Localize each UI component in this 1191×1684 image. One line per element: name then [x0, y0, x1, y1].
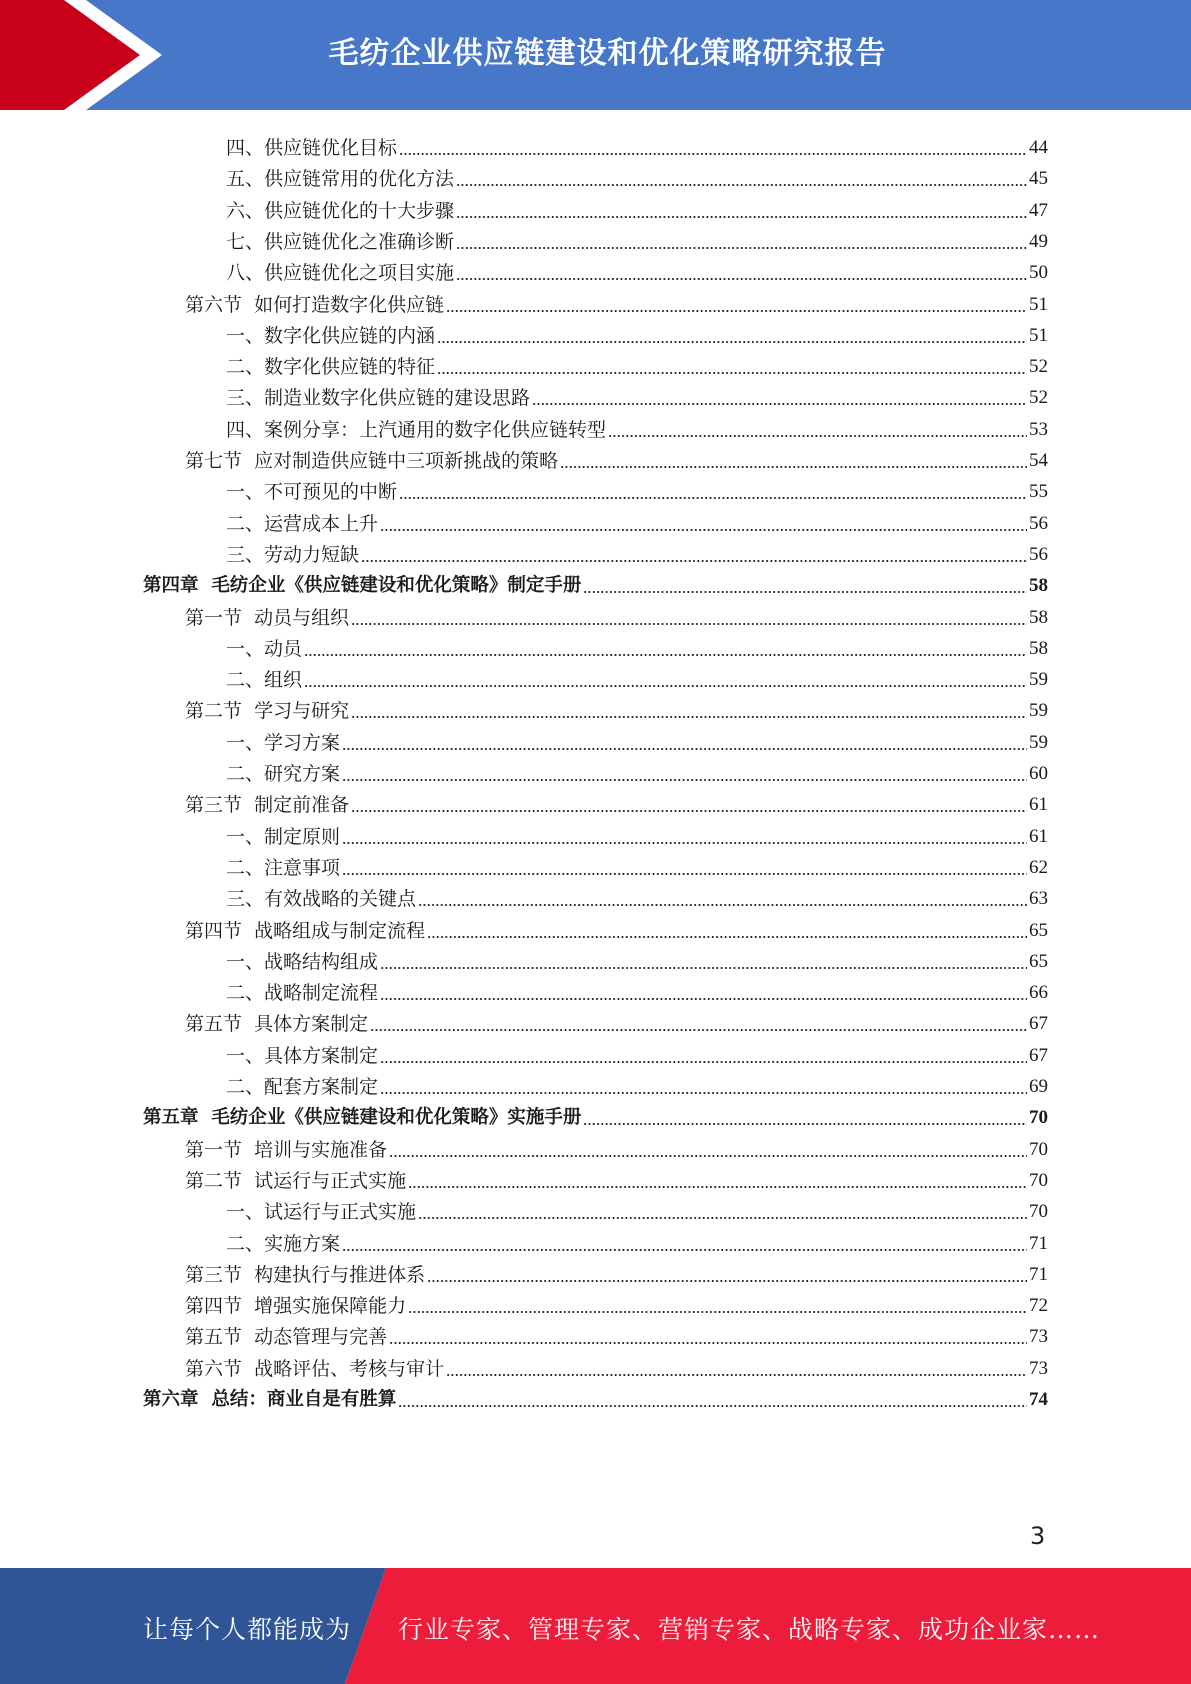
document-title: 毛纺企业供应链建设和优化策略研究报告 [328, 36, 887, 71]
toc-entry-label: 二、数字化供应链的特征 [226, 356, 436, 379]
toc-entry-page: 61 [1029, 825, 1048, 847]
toc-entry-label: 第一节 培训与实施准备 [185, 1138, 388, 1161]
toc-entry-label: 一、不可预见的中断 [226, 481, 398, 504]
toc-section-entry[interactable] [185, 1255, 1048, 1286]
toc-dot-leader [380, 529, 1027, 531]
toc-subsection-entry[interactable] [226, 191, 1048, 222]
toc-entry-page: 47 [1029, 199, 1048, 221]
toc-chapter-entry[interactable] [143, 1380, 1048, 1411]
toc-entry-label: 第一节 动员与组织 [185, 606, 350, 629]
toc-entry-label: 三、有效战略的关键点 [226, 888, 417, 911]
toc-dot-leader [380, 1092, 1027, 1094]
toc-entry-page: 70 [1029, 1138, 1048, 1160]
toc-section-entry[interactable] [185, 1286, 1048, 1317]
toc-subsection-entry[interactable] [226, 973, 1048, 1004]
toc-entry-label: 二、配套方案制定 [226, 1076, 379, 1098]
toc-section-entry[interactable] [185, 441, 1048, 472]
toc-dot-leader [351, 716, 1027, 718]
toc-subsection-entry[interactable] [226, 253, 1048, 284]
toc-dot-leader [398, 1405, 1027, 1407]
toc-entry-label: 三、制造业数字化供应链的建设思路 [226, 387, 531, 410]
toc-entry-page: 73 [1029, 1326, 1048, 1348]
toc-entry-label: 第四节 战略组成与制定流程 [185, 919, 426, 942]
toc-subsection-entry[interactable] [226, 535, 1048, 566]
toc-subsection-entry[interactable] [226, 1036, 1048, 1067]
toc-entry-page: 59 [1029, 700, 1048, 722]
toc-subsection-entry[interactable] [226, 222, 1048, 253]
toc-dot-leader [437, 341, 1027, 343]
toc-entry-page: 67 [1029, 1013, 1048, 1035]
toc-dot-leader [342, 873, 1027, 875]
toc-entry-page: 58 [1029, 575, 1048, 597]
toc-entry-page: 72 [1029, 1295, 1048, 1317]
toc-subsection-entry[interactable] [226, 472, 1048, 503]
toc-section-entry[interactable] [185, 691, 1048, 722]
page-header [0, 0, 1191, 110]
toc-entry-page: 63 [1029, 888, 1048, 910]
toc-entry-label: 四、供应链优化目标 [226, 137, 398, 159]
toc-section-entry[interactable] [185, 1317, 1048, 1348]
toc-entry-label: 六、供应链优化的十大步骤 [226, 199, 455, 222]
toc-dot-leader [427, 936, 1027, 938]
toc-subsection-entry[interactable] [226, 128, 1048, 159]
toc-entry-label: 第三节 制定前准备 [185, 794, 350, 817]
toc-entry-page: 65 [1029, 919, 1048, 941]
toc-entry-page: 52 [1029, 387, 1048, 409]
toc-subsection-entry[interactable] [226, 1192, 1048, 1223]
toc-entry-label: 第五节 具体方案制定 [185, 1013, 369, 1036]
toc-entry-label: 五、供应链常用的优化方法 [226, 168, 455, 191]
toc-entry-page: 65 [1029, 950, 1048, 972]
toc-subsection-entry[interactable] [226, 754, 1048, 785]
toc-entry-page: 53 [1029, 418, 1048, 440]
toc-subsection-entry[interactable] [226, 723, 1048, 754]
toc-dot-leader [408, 1311, 1027, 1313]
toc-entry-page: 58 [1029, 637, 1048, 659]
toc-subsection-entry[interactable] [226, 817, 1048, 848]
toc-dot-leader [437, 372, 1027, 374]
toc-entry-label: 第六节 如何打造数字化供应链 [185, 293, 445, 316]
toc-dot-leader [456, 247, 1027, 249]
toc-entry-page: 59 [1029, 669, 1048, 691]
toc-subsection-entry[interactable] [226, 410, 1048, 441]
toc-entry-page: 61 [1029, 794, 1048, 816]
toc-entry-label: 第五节 动态管理与完善 [185, 1326, 388, 1349]
toc-subsection-entry[interactable] [226, 1067, 1048, 1098]
page-footer [0, 1568, 1191, 1684]
toc-entry-label: 第五章 毛纺企业《供应链建设和优化策略》实施手册 [143, 1107, 582, 1129]
toc-entry-page: 50 [1029, 262, 1048, 284]
toc-dot-leader [380, 1061, 1027, 1063]
page-number: 3 [1030, 1522, 1046, 1550]
toc-section-entry[interactable] [185, 1161, 1048, 1192]
toc-dot-leader [456, 216, 1027, 218]
toc-subsection-entry[interactable] [226, 347, 1048, 378]
toc-dot-leader [532, 403, 1027, 405]
toc-entry-label: 第六节 战略评估、考核与审计 [185, 1357, 445, 1380]
toc-subsection-entry[interactable] [226, 316, 1048, 347]
toc-dot-leader [351, 810, 1027, 812]
toc-entry-page: 45 [1029, 168, 1048, 190]
toc-entry-page: 69 [1029, 1076, 1048, 1097]
toc-dot-leader [456, 278, 1027, 280]
toc-dot-leader [583, 591, 1027, 593]
toc-entry-page: 49 [1029, 230, 1048, 252]
toc-dot-leader [399, 497, 1027, 499]
toc-entry-page: 70 [1029, 1107, 1048, 1129]
toc-entry-label: 第四节 增强实施保障能力 [185, 1295, 407, 1318]
toc-dot-leader [389, 1155, 1027, 1157]
toc-entry-page: 56 [1029, 543, 1048, 565]
toc-section-entry[interactable] [185, 285, 1048, 316]
toc-dot-leader [446, 1374, 1027, 1376]
toc-entry-label: 一、具体方案制定 [226, 1044, 379, 1067]
toc-entry-page: 60 [1029, 763, 1048, 784]
toc-entry-label: 七、供应链优化之准确诊断 [226, 230, 455, 253]
toc-dot-leader [342, 748, 1027, 750]
toc-dot-leader [408, 1186, 1027, 1188]
toc-entry-label: 二、战略制定流程 [226, 982, 379, 1005]
toc-subsection-entry[interactable] [226, 848, 1048, 879]
toc-entry-page: 70 [1029, 1169, 1048, 1191]
toc-dot-leader [342, 842, 1027, 844]
toc-dot-leader [361, 560, 1027, 562]
toc-subsection-entry[interactable] [226, 660, 1048, 691]
toc-entry-page: 73 [1029, 1357, 1048, 1379]
toc-section-entry[interactable] [185, 1004, 1048, 1035]
toc-dot-leader [560, 466, 1027, 468]
toc-dot-leader [399, 153, 1027, 155]
toc-entry-page: 62 [1029, 856, 1048, 878]
toc-entry-label: 八、供应链优化之项目实施 [226, 262, 455, 285]
toc-dot-leader [583, 1123, 1027, 1125]
toc-dot-leader [380, 967, 1027, 969]
toc-entry-label: 二、组织 [226, 669, 303, 692]
toc-entry-page: 71 [1029, 1232, 1048, 1254]
toc-entry-label: 一、动员 [226, 637, 303, 660]
toc-dot-leader [427, 1280, 1027, 1282]
toc-entry-label: 第二节 学习与研究 [185, 700, 350, 723]
toc-entry-page: 51 [1029, 293, 1048, 315]
toc-entry-label: 一、学习方案 [226, 731, 341, 754]
toc-dot-leader [304, 654, 1027, 656]
toc-entry-label: 一、数字化供应链的内涵 [226, 324, 436, 347]
toc-chapter-entry[interactable] [143, 566, 1048, 597]
toc-chapter-entry[interactable] [143, 1098, 1048, 1129]
toc-entry-page: 59 [1029, 731, 1048, 753]
toc-subsection-entry[interactable] [226, 159, 1048, 190]
toc-dot-leader [342, 779, 1027, 781]
toc-dot-leader [418, 904, 1027, 906]
toc-entry-page: 70 [1029, 1201, 1048, 1223]
toc-dot-leader [380, 998, 1027, 1000]
toc-entry-page: 51 [1029, 324, 1048, 346]
toc-subsection-entry[interactable] [226, 879, 1048, 910]
toc-dot-leader [446, 310, 1027, 312]
toc-section-entry[interactable] [185, 1130, 1048, 1161]
toc-dot-leader [351, 623, 1027, 625]
toc-entry-label: 一、制定原则 [226, 825, 341, 848]
toc-entry-page: 52 [1029, 356, 1048, 378]
toc-entry-page: 58 [1029, 606, 1048, 628]
toc-entry-label: 四、案例分享：上汽通用的数字化供应链转型 [226, 418, 607, 441]
footer-slogan-right: 行业专家、管理专家、营销专家、战略专家、成功企业家…… [398, 1615, 1101, 1644]
toc-subsection-entry[interactable] [226, 1224, 1048, 1255]
toc-subsection-entry[interactable] [226, 378, 1048, 409]
toc-entry-page: 44 [1029, 137, 1048, 158]
toc-entry-page: 66 [1029, 982, 1048, 1004]
toc-section-entry[interactable] [185, 785, 1048, 816]
toc-dot-leader [342, 1249, 1027, 1251]
toc-entry-label: 二、实施方案 [226, 1232, 341, 1255]
toc-entry-label: 第七节 应对制造供应链中三项新挑战的策略 [185, 450, 559, 472]
toc-entry-label: 第三节 构建执行与推进体系 [185, 1263, 426, 1286]
toc-dot-leader [370, 1029, 1027, 1031]
toc-entry-page: 54 [1029, 450, 1048, 471]
toc-entry-label: 第六章 总结：商业自是有胜算 [143, 1389, 397, 1410]
toc-dot-leader [304, 685, 1027, 687]
toc-subsection-entry[interactable] [226, 942, 1048, 973]
toc-entry-label: 一、战略结构组成 [226, 950, 379, 973]
toc-entry-page: 74 [1029, 1389, 1048, 1410]
toc-entry-label: 二、注意事项 [226, 856, 341, 879]
toc-section-entry[interactable] [185, 598, 1048, 629]
toc-subsection-entry[interactable] [226, 629, 1048, 660]
toc-entry-page: 67 [1029, 1044, 1048, 1066]
toc-entry-label: 一、试运行与正式实施 [226, 1201, 417, 1224]
toc-section-entry[interactable] [185, 1349, 1048, 1380]
toc-entry-label: 第四章 毛纺企业《供应链建设和优化策略》制定手册 [143, 575, 582, 597]
toc-dot-leader [456, 184, 1027, 186]
toc-entry-label: 二、运营成本上升 [226, 512, 379, 535]
toc-dot-leader [389, 1342, 1027, 1344]
toc-entry-label: 二、研究方案 [226, 763, 341, 785]
toc-entry-page: 55 [1029, 481, 1048, 503]
toc-entry-page: 71 [1029, 1263, 1048, 1285]
toc-entry-page: 56 [1029, 512, 1048, 534]
toc-entry-label: 第二节 试运行与正式实施 [185, 1169, 407, 1192]
footer-slogan-left: 让每个人都能成为 [143, 1615, 352, 1644]
toc-dot-leader [418, 1217, 1027, 1219]
toc-subsection-entry[interactable] [226, 504, 1048, 535]
toc-dot-leader [608, 435, 1027, 437]
toc-section-entry[interactable] [185, 911, 1048, 942]
toc-entry-label: 三、劳动力短缺 [226, 543, 360, 566]
